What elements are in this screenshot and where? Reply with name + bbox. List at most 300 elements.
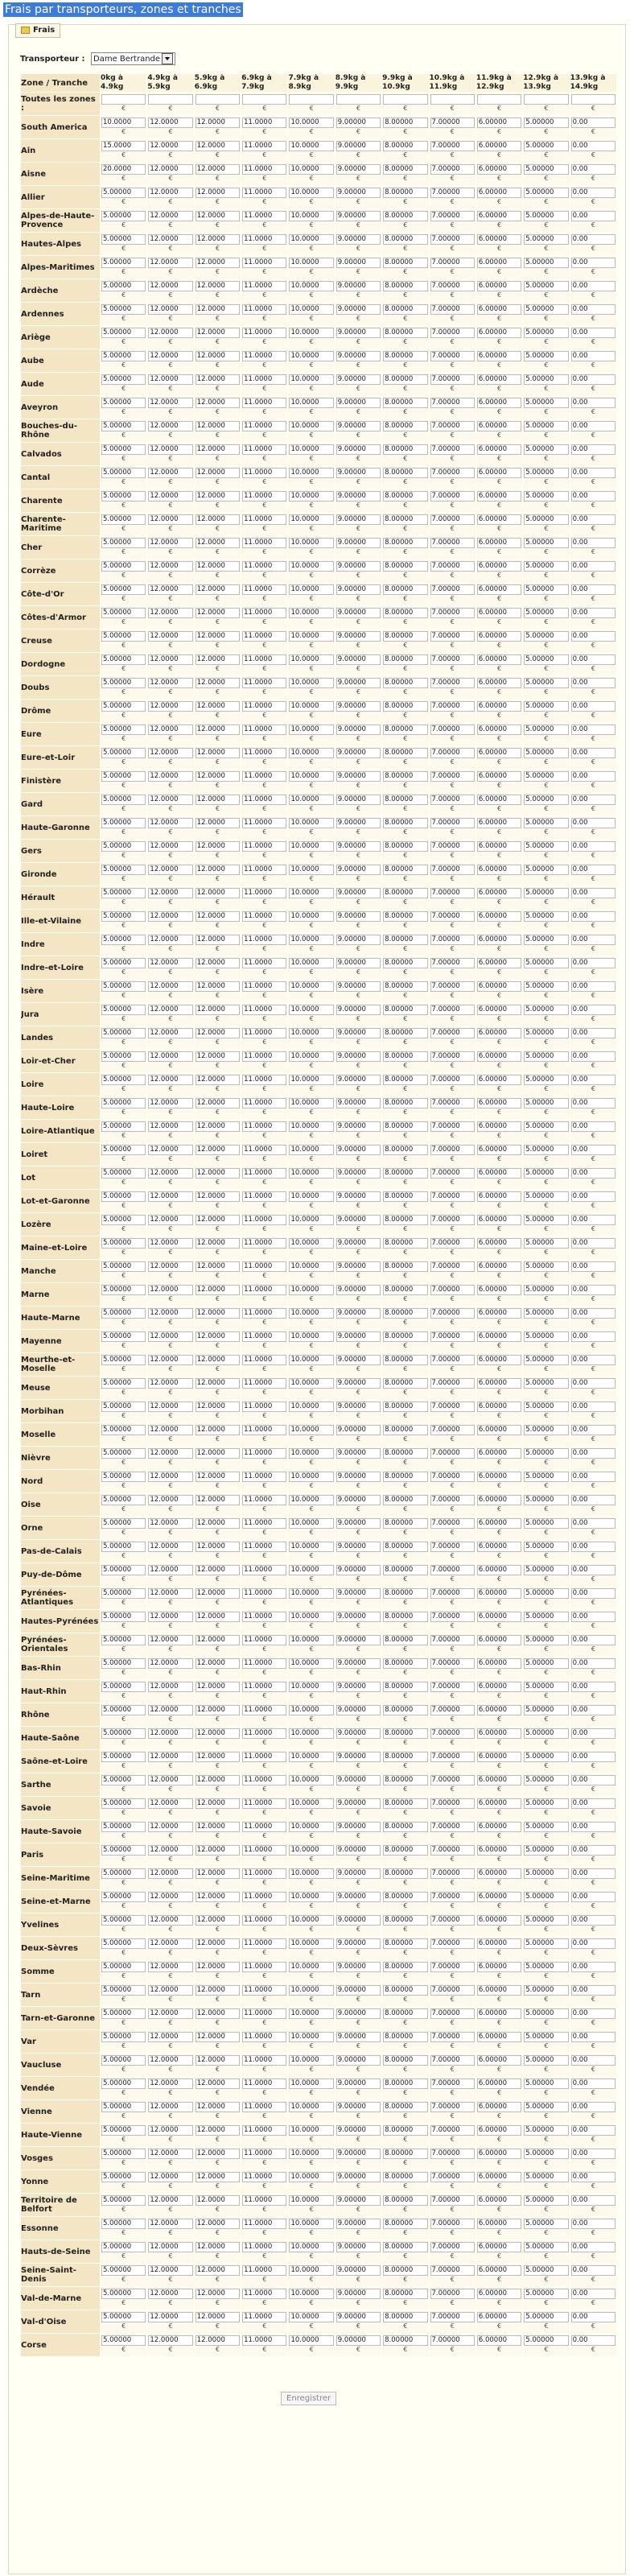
fee-input[interactable]: 11.0000: [242, 1658, 286, 1669]
fee-input[interactable]: 7.00000: [430, 935, 475, 945]
fee-input[interactable]: 12.0000: [148, 1308, 192, 1319]
fee-input[interactable]: 12.0000: [196, 608, 240, 618]
fee-input[interactable]: 11.0000: [242, 1565, 286, 1575]
fee-input[interactable]: 0.00: [571, 2102, 615, 2112]
fee-input[interactable]: 6.00000: [477, 1075, 521, 1085]
fee-input[interactable]: 5.00000: [101, 1215, 146, 1225]
fee-input[interactable]: 9.00000: [336, 258, 381, 268]
fee-input[interactable]: 6.00000: [477, 2172, 521, 2182]
fee-input[interactable]: 8.00000: [383, 1658, 427, 1669]
fee-input[interactable]: 5.00000: [101, 1448, 146, 1459]
fee-input[interactable]: 5.00000: [101, 2055, 146, 2066]
fee-input[interactable]: 12.0000: [196, 2172, 240, 2182]
fee-input[interactable]: 9.00000: [336, 1355, 381, 1365]
fee-input[interactable]: 5.00000: [524, 1612, 568, 1622]
fee-input[interactable]: 12.0000: [196, 1798, 240, 1809]
fee-input[interactable]: 11.0000: [242, 701, 286, 712]
fee-input[interactable]: 10.0000: [289, 2289, 333, 2299]
fee-input[interactable]: 5.00000: [524, 1145, 568, 1155]
fee-input[interactable]: 8.00000: [383, 1121, 427, 1132]
fee-input[interactable]: 12.0000: [148, 2242, 192, 2252]
fee-input[interactable]: 11.0000: [242, 1121, 286, 1132]
fee-input[interactable]: 5.00000: [101, 2079, 146, 2089]
fee-input[interactable]: 5.00000: [524, 1542, 568, 1552]
fee-input[interactable]: 6.00000: [477, 1612, 521, 1622]
fee-input[interactable]: 6.00000: [477, 1355, 521, 1365]
fee-input[interactable]: 8.00000: [383, 374, 427, 385]
fee-input[interactable]: 12.0000: [148, 1005, 192, 1015]
fee-input[interactable]: 8.00000: [383, 1752, 427, 1762]
fee-input[interactable]: 6.00000: [477, 304, 521, 315]
fee-input[interactable]: 11.0000: [242, 1752, 286, 1762]
fee-input[interactable]: 0.00: [571, 1448, 615, 1459]
fee-input[interactable]: 12.0000: [148, 2195, 192, 2206]
fee-input[interactable]: 8.00000: [383, 1098, 427, 1108]
fee-input[interactable]: 10.0000: [289, 164, 333, 175]
fee-input[interactable]: 11.0000: [242, 351, 286, 361]
fee-input[interactable]: 10.0000: [289, 514, 333, 525]
fee-input[interactable]: 9.00000: [336, 1145, 381, 1155]
fee-input[interactable]: 5.00000: [101, 1378, 146, 1389]
fee-input[interactable]: 5.00000: [524, 1331, 568, 1342]
fee-input[interactable]: 0.00: [571, 444, 615, 455]
fee-input[interactable]: 9.00000: [336, 795, 381, 805]
fee-input[interactable]: 8.00000: [383, 1542, 427, 1552]
fee-input[interactable]: 8.00000: [383, 748, 427, 758]
fee-input[interactable]: 12.0000: [196, 1565, 240, 1575]
fee-input[interactable]: 5.00000: [524, 1518, 568, 1529]
fee-input[interactable]: 12.0000: [196, 771, 240, 782]
fee-input[interactable]: 12.0000: [196, 1728, 240, 1739]
fee-input[interactable]: 10.0000: [289, 211, 333, 221]
fee-input[interactable]: 10.0000: [289, 1938, 333, 1949]
fee-input[interactable]: 0.00: [571, 1472, 615, 1482]
fee-input[interactable]: 12.0000: [196, 2149, 240, 2159]
fee-input[interactable]: 5.00000: [524, 2242, 568, 2252]
fee-input[interactable]: 12.0000: [148, 771, 192, 782]
fee-input[interactable]: 6.00000: [477, 1798, 521, 1809]
fee-input[interactable]: 12.0000: [148, 1565, 192, 1575]
fee-input[interactable]: 8.00000: [383, 1822, 427, 1832]
fee-input[interactable]: 8.00000: [383, 1238, 427, 1249]
fee-input[interactable]: 8.00000: [383, 1682, 427, 1692]
fee-input[interactable]: 6.00000: [477, 865, 521, 875]
fee-input[interactable]: 6.00000: [477, 2242, 521, 2252]
fee-input[interactable]: 6.00000: [477, 701, 521, 712]
fee-input[interactable]: 12.0000: [196, 1215, 240, 1225]
fee-input[interactable]: 7.00000: [430, 1775, 475, 1785]
fee-input[interactable]: 5.00000: [524, 1728, 568, 1739]
fee-input[interactable]: 8.00000: [383, 164, 427, 175]
fee-input[interactable]: 12.0000: [148, 1238, 192, 1249]
fee-input[interactable]: 12.0000: [196, 1075, 240, 1085]
fee-input[interactable]: 8.00000: [383, 234, 427, 245]
fee-input[interactable]: 5.00000: [524, 2125, 568, 2136]
fee-input[interactable]: 11.0000: [242, 1308, 286, 1319]
fee-input[interactable]: 5.00000: [524, 211, 568, 221]
fee-input[interactable]: 8.00000: [383, 2265, 427, 2276]
fee-input[interactable]: 5.00000: [101, 1822, 146, 1832]
fee-input[interactable]: 12.0000: [196, 2125, 240, 2136]
fee-input[interactable]: 7.00000: [430, 1191, 475, 1202]
fee-input[interactable]: 10.0000: [289, 818, 333, 828]
fee-input[interactable]: 8.00000: [383, 2055, 427, 2066]
fee-input[interactable]: 9.00000: [336, 958, 381, 968]
fee-input[interactable]: 0.00: [571, 584, 615, 595]
fee-input[interactable]: 5.00000: [101, 491, 146, 502]
fee-input[interactable]: 7.00000: [430, 2008, 475, 2019]
fee-input[interactable]: 9.00000: [336, 1775, 381, 1785]
fee-input[interactable]: 7.00000: [430, 164, 475, 175]
fee-input[interactable]: 9.00000: [336, 678, 381, 688]
fee-input[interactable]: 5.00000: [101, 1005, 146, 1015]
fee-input[interactable]: 12.0000: [148, 538, 192, 548]
fee-input[interactable]: 7.00000: [430, 1938, 475, 1949]
fee-input[interactable]: 0.00: [571, 1285, 615, 1295]
fee-input[interactable]: 5.00000: [101, 1798, 146, 1809]
fee-input[interactable]: 7.00000: [430, 1215, 475, 1225]
fee-input[interactable]: 8.00000: [383, 795, 427, 805]
fee-input[interactable]: 12.0000: [148, 1892, 192, 1902]
fee-input[interactable]: 9.00000: [336, 2055, 381, 2066]
fee-input[interactable]: 12.0000: [196, 1191, 240, 1202]
all-zones-fee-input[interactable]: [101, 94, 146, 105]
fee-input[interactable]: 8.00000: [383, 654, 427, 665]
fee-input[interactable]: 5.00000: [524, 141, 568, 151]
fee-input[interactable]: 11.0000: [242, 374, 286, 385]
all-zones-fee-input[interactable]: [477, 94, 521, 105]
fee-input[interactable]: 10.0000: [101, 118, 146, 128]
fee-input[interactable]: 7.00000: [430, 1728, 475, 1739]
fee-input[interactable]: 6.00000: [477, 841, 521, 852]
fee-input[interactable]: 6.00000: [477, 1682, 521, 1692]
fee-input[interactable]: 10.0000: [289, 444, 333, 455]
fee-input[interactable]: 6.00000: [477, 538, 521, 548]
fee-input[interactable]: 7.00000: [430, 2242, 475, 2252]
fee-input[interactable]: 9.00000: [336, 1868, 381, 1879]
fee-input[interactable]: 12.0000: [196, 1005, 240, 1015]
fee-input[interactable]: 9.00000: [336, 1308, 381, 1319]
fee-input[interactable]: 12.0000: [148, 421, 192, 431]
fee-input[interactable]: 5.00000: [101, 795, 146, 805]
fee-input[interactable]: 10.0000: [289, 2079, 333, 2089]
fee-input[interactable]: 7.00000: [430, 1798, 475, 1809]
fee-input[interactable]: 6.00000: [477, 1215, 521, 1225]
fee-input[interactable]: 5.00000: [101, 958, 146, 968]
fee-input[interactable]: 5.00000: [524, 2008, 568, 2019]
fee-input[interactable]: 12.0000: [148, 514, 192, 525]
fee-input[interactable]: 12.0000: [196, 444, 240, 455]
fee-input[interactable]: 0.00: [571, 701, 615, 712]
fee-input[interactable]: 0.00: [571, 1845, 615, 1856]
fee-input[interactable]: 12.0000: [148, 374, 192, 385]
fee-input[interactable]: 8.00000: [383, 2335, 427, 2346]
fee-input[interactable]: 6.00000: [477, 514, 521, 525]
fee-input[interactable]: 6.00000: [477, 1588, 521, 1599]
fee-input[interactable]: 11.0000: [242, 748, 286, 758]
fee-input[interactable]: 5.00000: [524, 1495, 568, 1505]
fee-input[interactable]: 0.00: [571, 1145, 615, 1155]
fee-input[interactable]: 11.0000: [242, 164, 286, 175]
fee-input[interactable]: 9.00000: [336, 164, 381, 175]
fee-input[interactable]: 7.00000: [430, 1331, 475, 1342]
fee-input[interactable]: 7.00000: [430, 608, 475, 618]
fee-input[interactable]: 10.0000: [289, 398, 333, 408]
fee-input[interactable]: 8.00000: [383, 2102, 427, 2112]
fee-input[interactable]: 5.00000: [101, 2149, 146, 2159]
fee-input[interactable]: 7.00000: [430, 795, 475, 805]
fee-input[interactable]: 5.00000: [524, 118, 568, 128]
fee-input[interactable]: 5.00000: [101, 584, 146, 595]
fee-input[interactable]: 5.00000: [524, 2195, 568, 2206]
fee-input[interactable]: 12.0000: [148, 1472, 192, 1482]
fee-input[interactable]: 5.00000: [101, 1612, 146, 1622]
fee-input[interactable]: 10.0000: [289, 421, 333, 431]
all-zones-fee-input[interactable]: [571, 94, 615, 105]
fee-input[interactable]: 11.0000: [242, 1472, 286, 1482]
fee-input[interactable]: 8.00000: [383, 1005, 427, 1015]
fee-input[interactable]: 9.00000: [336, 538, 381, 548]
fee-input[interactable]: 12.0000: [148, 2289, 192, 2299]
fee-input[interactable]: 11.0000: [242, 1331, 286, 1342]
fee-input[interactable]: 9.00000: [336, 1518, 381, 1529]
fee-input[interactable]: 9.00000: [336, 211, 381, 221]
fee-input[interactable]: 10.0000: [289, 2242, 333, 2252]
fee-input[interactable]: 12.0000: [196, 1915, 240, 1926]
fee-input[interactable]: 11.0000: [242, 1238, 286, 1249]
fee-input[interactable]: 5.00000: [101, 444, 146, 455]
fee-input[interactable]: 12.0000: [196, 1448, 240, 1459]
fee-input[interactable]: 5.00000: [524, 538, 568, 548]
fee-input[interactable]: 12.0000: [196, 2219, 240, 2229]
fee-input[interactable]: 0.00: [571, 1798, 615, 1809]
fee-input[interactable]: 6.00000: [477, 1845, 521, 1856]
fee-input[interactable]: 9.00000: [336, 188, 381, 198]
fee-input[interactable]: 12.0000: [148, 1028, 192, 1038]
fee-input[interactable]: 9.00000: [336, 1495, 381, 1505]
fee-input[interactable]: 10.0000: [289, 2195, 333, 2206]
fee-input[interactable]: 5.00000: [524, 444, 568, 455]
fee-input[interactable]: 9.00000: [336, 935, 381, 945]
fee-input[interactable]: 6.00000: [477, 1938, 521, 1949]
fee-input[interactable]: 5.00000: [524, 1868, 568, 1879]
fee-input[interactable]: 11.0000: [242, 538, 286, 548]
fee-input[interactable]: 5.00000: [524, 865, 568, 875]
fee-input[interactable]: 11.0000: [242, 678, 286, 688]
fee-input[interactable]: 0.00: [571, 188, 615, 198]
fee-input[interactable]: 6.00000: [477, 2055, 521, 2066]
fee-input[interactable]: 7.00000: [430, 351, 475, 361]
fee-input[interactable]: 5.00000: [524, 398, 568, 408]
fee-input[interactable]: 0.00: [571, 164, 615, 175]
fee-input[interactable]: 12.0000: [196, 281, 240, 291]
fee-input[interactable]: 12.0000: [196, 1938, 240, 1949]
fee-input[interactable]: 10.0000: [289, 491, 333, 502]
fee-input[interactable]: 6.00000: [477, 2195, 521, 2206]
fee-input[interactable]: 7.00000: [430, 1962, 475, 1972]
fee-input[interactable]: 9.00000: [336, 841, 381, 852]
fee-input[interactable]: 9.00000: [336, 1962, 381, 1972]
fee-input[interactable]: 9.00000: [336, 2172, 381, 2182]
fee-input[interactable]: 9.00000: [336, 1331, 381, 1342]
fee-input[interactable]: 6.00000: [477, 421, 521, 431]
fee-input[interactable]: 11.0000: [242, 2172, 286, 2182]
fee-input[interactable]: 5.00000: [101, 888, 146, 898]
fee-input[interactable]: 9.00000: [336, 2149, 381, 2159]
fee-input[interactable]: 9.00000: [336, 608, 381, 618]
fee-input[interactable]: 11.0000: [242, 1775, 286, 1785]
fee-input[interactable]: 12.0000: [148, 958, 192, 968]
fee-input[interactable]: 12.0000: [196, 1098, 240, 1108]
fee-input[interactable]: 0.00: [571, 398, 615, 408]
fee-input[interactable]: 10.0000: [289, 1005, 333, 1015]
fee-input[interactable]: 11.0000: [242, 2335, 286, 2346]
fee-input[interactable]: 12.0000: [196, 1868, 240, 1879]
all-zones-fee-input[interactable]: [196, 94, 240, 105]
fee-input[interactable]: 6.00000: [477, 1822, 521, 1832]
fee-input[interactable]: 9.00000: [336, 2032, 381, 2042]
fee-input[interactable]: 5.00000: [101, 2172, 146, 2182]
fee-input[interactable]: 0.00: [571, 1612, 615, 1622]
fee-input[interactable]: 5.00000: [524, 421, 568, 431]
fee-input[interactable]: 12.0000: [148, 1495, 192, 1505]
fee-input[interactable]: 10.0000: [289, 771, 333, 782]
fee-input[interactable]: 0.00: [571, 1075, 615, 1085]
fee-input[interactable]: 12.0000: [148, 2079, 192, 2089]
fee-input[interactable]: 8.00000: [383, 771, 427, 782]
fee-input[interactable]: 12.0000: [196, 234, 240, 245]
fee-input[interactable]: 5.00000: [524, 724, 568, 735]
fee-input[interactable]: 5.00000: [101, 1938, 146, 1949]
fee-input[interactable]: 8.00000: [383, 724, 427, 735]
fee-input[interactable]: 8.00000: [383, 211, 427, 221]
fee-input[interactable]: 12.0000: [148, 1448, 192, 1459]
fee-input[interactable]: 5.00000: [101, 514, 146, 525]
fee-input[interactable]: 12.0000: [196, 1051, 240, 1062]
fee-input[interactable]: 12.0000: [148, 701, 192, 712]
fee-input[interactable]: 5.00000: [101, 1915, 146, 1926]
fee-input[interactable]: 7.00000: [430, 1892, 475, 1902]
fee-input[interactable]: 5.00000: [101, 771, 146, 782]
fee-input[interactable]: 5.00000: [101, 701, 146, 712]
fee-input[interactable]: 0.00: [571, 351, 615, 361]
fee-input[interactable]: 6.00000: [477, 935, 521, 945]
fee-input[interactable]: 0.00: [571, 538, 615, 548]
fee-input[interactable]: 12.0000: [148, 1168, 192, 1179]
fee-input[interactable]: 9.00000: [336, 2008, 381, 2019]
fee-input[interactable]: 5.00000: [524, 1355, 568, 1365]
fee-input[interactable]: 0.00: [571, 818, 615, 828]
fee-input[interactable]: 10.0000: [289, 865, 333, 875]
fee-input[interactable]: 9.00000: [336, 1752, 381, 1762]
fee-input[interactable]: 0.00: [571, 2032, 615, 2042]
fee-input[interactable]: 6.00000: [477, 1168, 521, 1179]
fee-input[interactable]: 6.00000: [477, 1565, 521, 1575]
fee-input[interactable]: 10.0000: [289, 1658, 333, 1669]
fee-input[interactable]: 12.0000: [148, 608, 192, 618]
fee-input[interactable]: 5.00000: [524, 374, 568, 385]
fee-input[interactable]: 12.0000: [196, 2079, 240, 2089]
fee-input[interactable]: 11.0000: [242, 234, 286, 245]
fee-input[interactable]: 7.00000: [430, 1098, 475, 1108]
fee-input[interactable]: 5.00000: [101, 374, 146, 385]
fee-input[interactable]: 5.00000: [524, 514, 568, 525]
fee-input[interactable]: 12.0000: [148, 1285, 192, 1295]
fee-input[interactable]: 5.00000: [524, 1705, 568, 1715]
fee-input[interactable]: 6.00000: [477, 444, 521, 455]
fee-input[interactable]: 10.0000: [289, 1985, 333, 1996]
fee-input[interactable]: 0.00: [571, 911, 615, 922]
fee-input[interactable]: 6.00000: [477, 795, 521, 805]
fee-input[interactable]: 0.00: [571, 1005, 615, 1015]
fee-input[interactable]: 5.00000: [524, 631, 568, 642]
fee-input[interactable]: 0.00: [571, 1962, 615, 1972]
fee-input[interactable]: 6.00000: [477, 1261, 521, 1272]
fee-input[interactable]: 0.00: [571, 608, 615, 618]
fee-input[interactable]: 0.00: [571, 1682, 615, 1692]
fee-input[interactable]: 7.00000: [430, 1495, 475, 1505]
fee-input[interactable]: 9.00000: [336, 1658, 381, 1669]
fee-input[interactable]: 12.0000: [196, 141, 240, 151]
fee-input[interactable]: 9.00000: [336, 1378, 381, 1389]
fee-input[interactable]: 11.0000: [242, 1822, 286, 1832]
fee-input[interactable]: 7.00000: [430, 538, 475, 548]
fee-input[interactable]: 12.0000: [148, 258, 192, 268]
fee-input[interactable]: 8.00000: [383, 981, 427, 992]
fee-input[interactable]: 12.0000: [148, 678, 192, 688]
fee-input[interactable]: 11.0000: [242, 1495, 286, 1505]
fee-input[interactable]: 8.00000: [383, 1448, 427, 1459]
fee-input[interactable]: 12.0000: [148, 351, 192, 361]
fee-input[interactable]: 10.0000: [289, 958, 333, 968]
fee-input[interactable]: 8.00000: [383, 1938, 427, 1949]
fee-input[interactable]: 6.00000: [477, 1705, 521, 1715]
fee-input[interactable]: 0.00: [571, 1658, 615, 1669]
fee-input[interactable]: 5.00000: [524, 1285, 568, 1295]
fee-input[interactable]: 10.0000: [289, 468, 333, 478]
fee-input[interactable]: 11.0000: [242, 398, 286, 408]
fee-input[interactable]: 5.00000: [524, 2102, 568, 2112]
fee-input[interactable]: 12.0000: [196, 1238, 240, 1249]
fee-input[interactable]: 7.00000: [430, 1238, 475, 1249]
fee-input[interactable]: 12.0000: [148, 2149, 192, 2159]
fee-input[interactable]: 10.0000: [289, 1822, 333, 1832]
all-zones-fee-input[interactable]: [242, 94, 286, 105]
fee-input[interactable]: 12.0000: [148, 2335, 192, 2346]
fee-input[interactable]: 0.00: [571, 258, 615, 268]
fee-input[interactable]: 12.0000: [196, 1542, 240, 1552]
fee-input[interactable]: 8.00000: [383, 1331, 427, 1342]
fee-input[interactable]: 10.0000: [289, 795, 333, 805]
fee-input[interactable]: 10.0000: [289, 281, 333, 291]
fee-input[interactable]: 12.0000: [148, 1775, 192, 1785]
fee-input[interactable]: 5.00000: [524, 1402, 568, 1412]
fee-input[interactable]: 5.00000: [524, 1121, 568, 1132]
fee-input[interactable]: 5.00000: [524, 164, 568, 175]
fee-input[interactable]: 12.0000: [196, 1285, 240, 1295]
fee-input[interactable]: 7.00000: [430, 304, 475, 315]
fee-input[interactable]: 0.00: [571, 1775, 615, 1785]
fee-input[interactable]: 7.00000: [430, 398, 475, 408]
fee-input[interactable]: 8.00000: [383, 1915, 427, 1926]
fee-input[interactable]: 11.0000: [242, 1402, 286, 1412]
fee-input[interactable]: 10.0000: [289, 258, 333, 268]
fee-input[interactable]: 10.0000: [289, 2125, 333, 2136]
fee-input[interactable]: 8.00000: [383, 561, 427, 572]
fee-input[interactable]: 8.00000: [383, 2008, 427, 2019]
fee-input[interactable]: 11.0000: [242, 1612, 286, 1622]
fee-input[interactable]: 10.0000: [289, 584, 333, 595]
